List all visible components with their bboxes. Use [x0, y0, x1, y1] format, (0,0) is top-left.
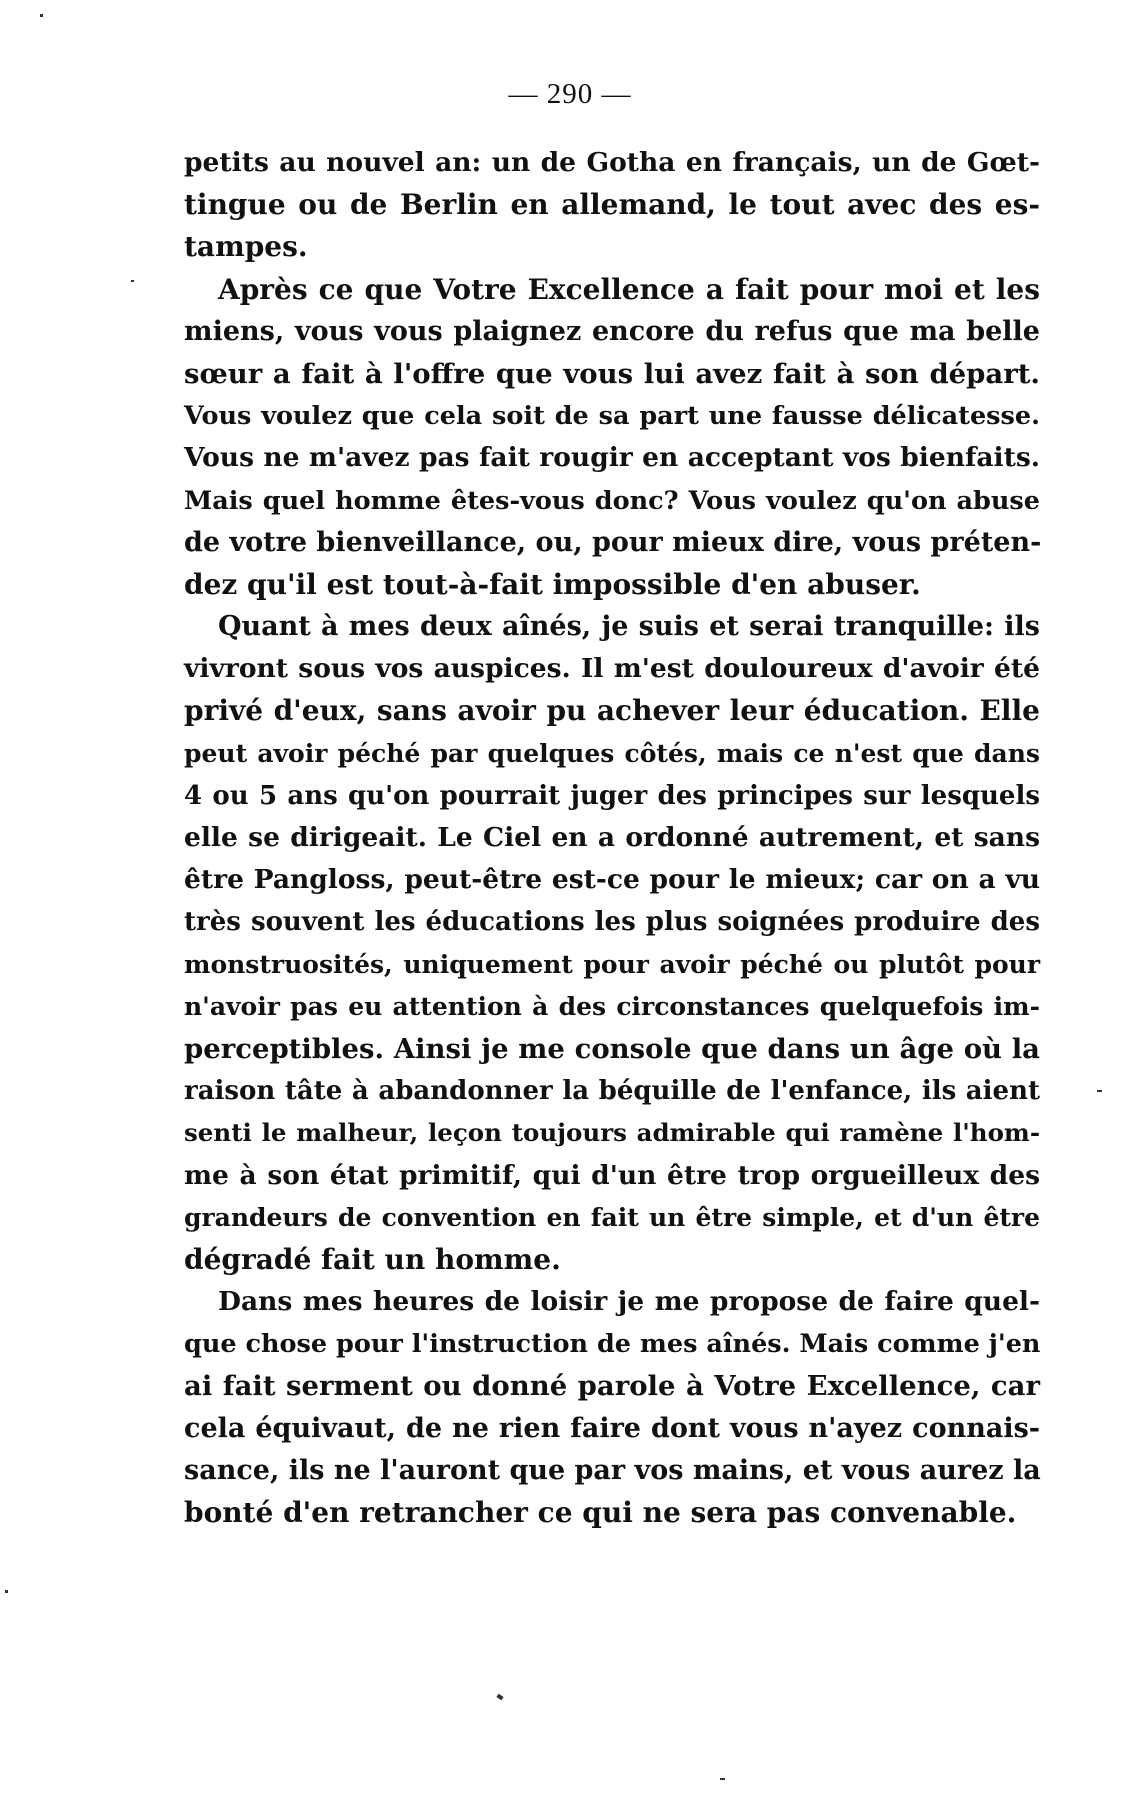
scan-speck — [496, 1694, 503, 1701]
text-line: Vous ne m'avez pas fait rougir en acceptant vos bienfaits. — [184, 442, 1040, 474]
text-line: bonté d'en retrancher ce qui ne sera pas convenable. — [184, 1496, 1017, 1529]
text-line: Vous voulez que cela soit de sa part une fausse délicatesse. — [184, 401, 1040, 432]
text-line: ai fait serment ou donné parole à Votre Excellence, car — [184, 1370, 1040, 1403]
text-line: sœur a fait à l'offre que vous lui avez fait à son départ. — [184, 357, 1040, 390]
paragraph-3 — [184, 606, 1040, 1281]
page-number: — 290 — — [508, 78, 632, 110]
text-line: perceptibles. Ainsi je me console que dans un âge où la — [184, 1032, 1040, 1065]
text-line: peut avoir péché par quelques côtés, mais ce n'est que dans — [184, 738, 1040, 768]
text-line: 4 ou 5 ans qu'on pourrait juger des principes sur lesquels — [184, 780, 1040, 811]
text-line: grandeurs de convention en fait un être simple, et d'un être — [184, 1202, 1040, 1232]
text-line: raison tâte à abandonner la béquille de l'enfance, ils aient — [184, 1076, 1040, 1107]
text-line: Après ce que Votre Excellence a fait pour moi et les — [218, 272, 1040, 306]
text-line: dégradé fait un homme. — [184, 1242, 561, 1276]
text-line: tampes. — [184, 230, 308, 264]
text-line: elle se dirigeait. Le Ciel en a ordonné autrement, et sans — [184, 822, 1040, 853]
paragraph-2 — [184, 269, 1040, 607]
text-line: Quant à mes deux aînés, je suis et serai tranquille: ils — [218, 611, 1040, 643]
text-line: n'avoir pas eu attention à des circonstances quelquefois im- — [184, 991, 1040, 1021]
text-line: tingue ou de Berlin en allemand, le tout avec des es- — [184, 188, 1040, 222]
scan-speck — [40, 14, 43, 17]
text-line: être Pangloss, peut-être est-ce pour le mieux; car on a vu — [184, 864, 1040, 896]
text-line: monstruosités, uniquement pour avoir péché ou plutôt pour — [184, 949, 1040, 979]
paragraph-1 — [184, 142, 1040, 269]
text-line: senti le malheur, leçon toujours admirable qui ramène l'hom- — [184, 1118, 1040, 1148]
text-line: petits au nouvel an: un de Gotha en français, un de Gœt- — [184, 147, 1040, 178]
text-line: sance, ils ne l'auront que par vos mains, et vous aurez la — [184, 1454, 1041, 1486]
text-line: Mais quel homme êtes-vous donc? Vous voulez qu'on abuse — [184, 485, 1040, 516]
body-text — [184, 142, 1040, 1534]
text-line: que chose pour l'instruction de mes aînés. Mais comme j'en — [184, 1329, 1041, 1360]
text-line: cela équivaut, de ne rien faire dont vous n'ayez connais- — [184, 1412, 1040, 1444]
scan-speck — [131, 280, 134, 282]
text-line: me à son état primitif, qui d'un être trop orgueilleux des — [184, 1159, 1040, 1191]
scan-speck — [1097, 1090, 1102, 1092]
text-line: Dans mes heures de loisir je me propose de faire quel- — [218, 1286, 1040, 1318]
text-line: dez qu'il est tout-à-fait impossible d'en abuser. — [184, 567, 921, 601]
text-line: miens, vous vous plaignez encore du refus que ma belle — [184, 315, 1040, 347]
scan-speck — [720, 1778, 725, 1780]
text-line: très souvent les éducations les plus soignées produire des — [184, 907, 1040, 938]
text-line: privé d'eux, sans avoir pu achever leur éducation. Elle — [184, 694, 1040, 728]
paragraph-4 — [184, 1281, 1040, 1534]
text-line: vivront sous vos auspices. Il m'est douloureux d'avoir été — [184, 653, 1040, 685]
scan-speck — [5, 1590, 8, 1593]
text-line: de votre bienveillance, ou, pour mieux dire, vous préten- — [184, 526, 1042, 558]
